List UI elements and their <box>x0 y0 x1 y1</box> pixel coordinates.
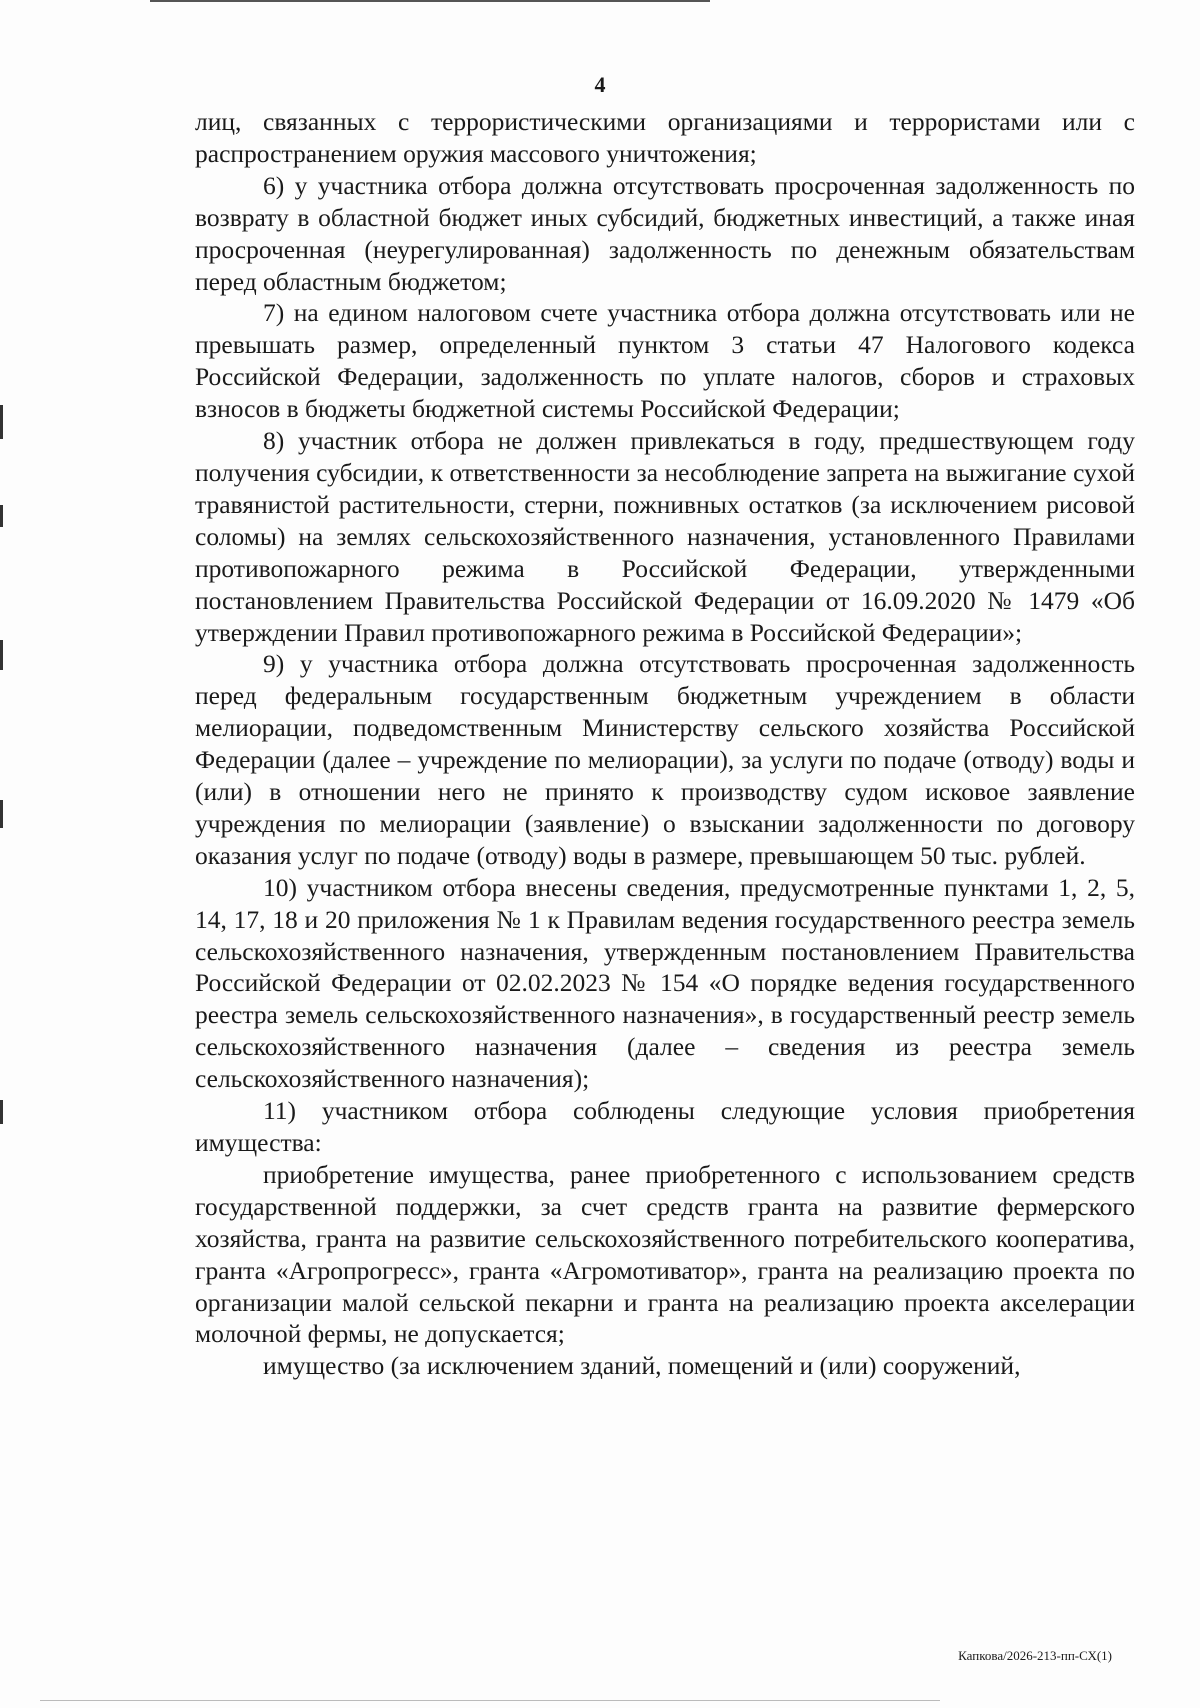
paragraph-item-6: 6) у участника отбора должна отсутствовать просроченная задолженность по возврату в областной бюджет иных субсидий, бюджетных инвестиций, а также иная просроченная (неурегулированная) задолженность по денежным обязательствам перед областным бюджетом; <box>195 170 1135 296</box>
binding-mark <box>0 640 3 670</box>
paragraph-item-10: 10) участником отбора внесены сведения, предусмотренные пунктами 1, 2, 5, 14, 17, 18 и 20 приложения № 1 к Правилам ведения государственного реестра земель сельскохозяйственного назначения, утвержденным постановлением Правительства Российской Федерации от 02.02.2023 № 154 «О порядке ведения государственного реестра земель сельскохозяйственного назначения», в государственный реестр земель сельскохозяйственного назначения (далее – сведения из реестра земель сельскохозяйственного назначения); <box>195 872 1135 1094</box>
paragraph-item-11-condition-1: приобретение имущества, ранее приобретенного с использованием средств государственной поддержки, за счет средств гранта на развитие фермерского хозяйства, гранта на развитие сельскохозяйственного потребительского кооператива, гранта «Агропрогресс», гранта «Агромотиватор», гранта на реализацию проекта по организации малой сельской пекарни и гранта на реализацию проекта акселерации молочной фермы, не допускается; <box>195 1159 1135 1349</box>
document-reference-code: Капкова/2026-213-пп-СХ(1) <box>958 1648 1112 1663</box>
binding-mark <box>0 1100 3 1124</box>
paragraph-item-11-condition-2: имущество (за исключением зданий, помещений и (или) сооружений, <box>263 1351 1021 1381</box>
paragraph-item-9: 9) у участника отбора должна отсутствовать просроченная задолженность перед федеральным государственным бюджетным учреждением в области мелиорации, подведомственным Министерству сельского хозяйства Российской Федерации (далее – учреждение по мелиорации), за услуги по подаче (отводу) воды и (или) в отношении него не принято к производству судом исковое заявление учреждения по мелиорации (заявление) о взыскании задолженности по договору оказания услуг по подаче (отводу) воды в размере, превышающем 50 тыс. рублей. <box>195 649 1135 870</box>
binding-mark <box>0 405 3 439</box>
page-number: 4 <box>594 72 606 97</box>
paragraph-item-11: 11) участником отбора соблюдены следующие условия приобретения имущества: <box>195 1096 1135 1157</box>
binding-mark <box>0 800 3 828</box>
scan-edge-line <box>40 1700 940 1701</box>
scan-edge-line <box>150 0 710 2</box>
paragraph-item-8: 8) участник отбора не должен привлекаться в году, предшествующем году получения субсидии, к ответственности за несоблюдение запрета на выжигание сухой травянистой растительности, стерни, пожнивных остатков (за исключением рисовой соломы) на землях сельскохозяйственного назначения, установленного Правилами противопожарного режима в Российской Федерации, утвержденными постановлением Правительства Российской Федерации от 16.09.2020 № 1479 «Об утверждении Правил противопожарного режима в Российской Федерации»; <box>195 426 1135 647</box>
binding-mark <box>0 505 3 527</box>
paragraph-continuation: лиц, связанных с террористическими организациями и террористами или с распространением оружия массового уничтожения; <box>195 107 1135 168</box>
document-body <box>195 106 1135 1382</box>
paragraph-item-7: 7) на едином налоговом счете участника отбора должна отсутствовать или не превышать размер, определенный пунктом 3 статьи 47 Налогового кодекса Российской Федерации, задолженность по уплате налогов, сборов и страховых взносов в бюджеты бюджетной системы Российской Федерации; <box>195 298 1135 424</box>
